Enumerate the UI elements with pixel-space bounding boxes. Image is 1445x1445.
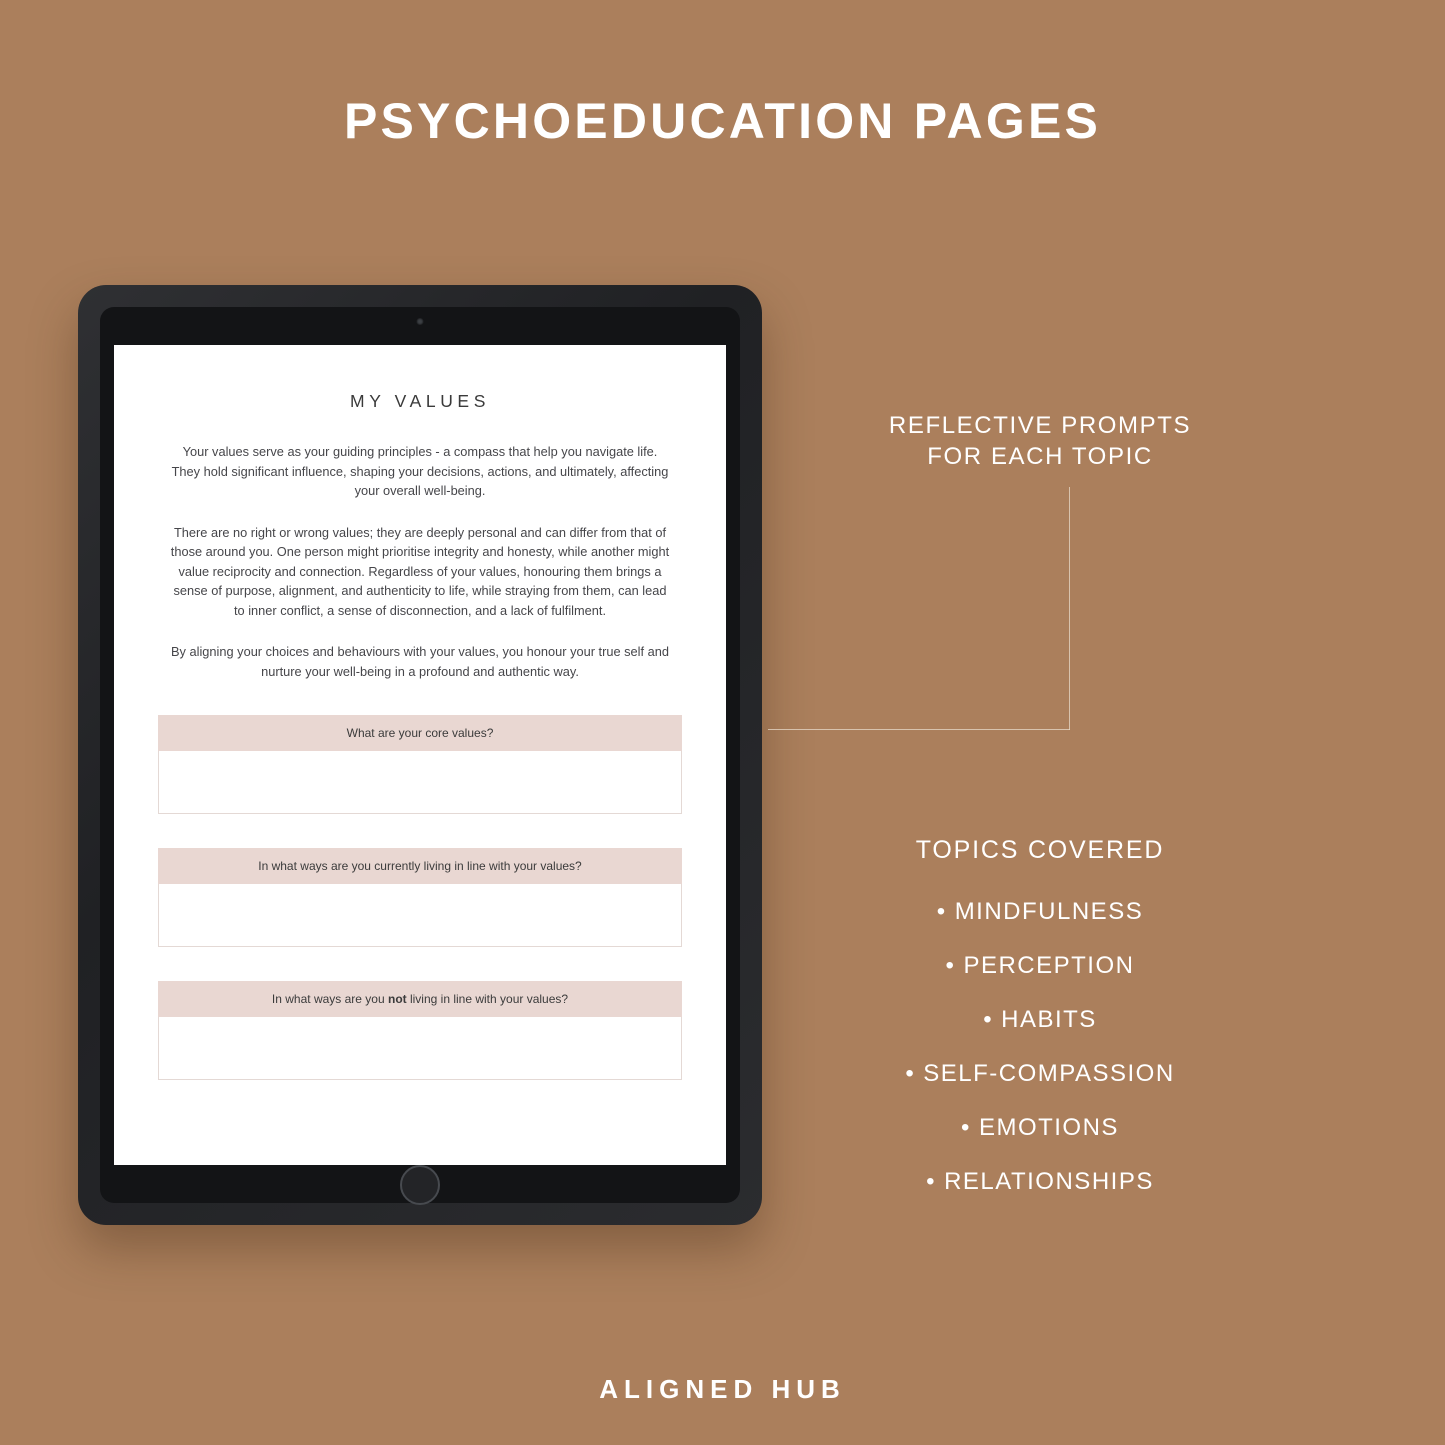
list-item [830, 898, 1250, 926]
prompt-question-pre: In what ways are you [271, 992, 388, 1006]
bullet-icon: • [926, 1168, 937, 1195]
bullet-icon: • [905, 1060, 916, 1087]
tablet-device [78, 285, 762, 1225]
list-item [830, 1114, 1250, 1142]
prompt-question-emphasis: not [387, 992, 407, 1006]
bullet-icon: • [936, 898, 947, 925]
prompt-block [158, 715, 682, 814]
bullet-icon: • [983, 1006, 994, 1033]
camera-icon [417, 318, 424, 325]
topic-label: SELF-COMPASSION [923, 1060, 1175, 1087]
bullet-icon: • [945, 952, 956, 979]
callout-line-1: REFLECTIVE PROMPTS [888, 412, 1192, 439]
list-item [830, 1060, 1250, 1088]
prompt-answer-field[interactable] [158, 751, 682, 814]
worksheet-page [114, 345, 726, 1165]
callout-line-2: FOR EACH TOPIC [927, 443, 1153, 470]
bullet-icon: • [961, 1114, 971, 1141]
list-item [830, 952, 1250, 980]
worksheet-paragraph: Your values serve as your guiding principles - a compass that help you navigate life. They hold significant influence, shaping your decisions, actions, and ultimately, affecting your overall well-being. [171, 444, 669, 498]
prompt-question-post: living in line with your values? [406, 992, 569, 1006]
tablet-screen [114, 345, 726, 1165]
prompt-question: In what ways are you currently living in line with your values? [158, 848, 682, 884]
prompt-answer-field[interactable] [158, 884, 682, 947]
topic-label: MINDFULNESS [954, 898, 1144, 925]
page-title: PSYCHOEDUCATION PAGES [343, 93, 1102, 149]
callout-label [830, 410, 1250, 472]
home-button[interactable] [400, 1165, 440, 1205]
topic-label: RELATIONSHIPS [944, 1168, 1154, 1195]
brand-footer: ALIGNED HUB [599, 1374, 846, 1404]
callout-connector-vertical [1069, 487, 1070, 730]
prompt-question: What are your core values? [158, 715, 682, 751]
list-item [830, 1006, 1250, 1034]
prompt-answer-field[interactable] [158, 1017, 682, 1080]
prompt-block [158, 981, 682, 1080]
topics-list [830, 898, 1250, 1222]
prompt-question [158, 981, 682, 1017]
topic-label: HABITS [1001, 1006, 1097, 1033]
topics-title: TOPICS COVERED [915, 836, 1165, 864]
worksheet-title: MY VALUES [350, 391, 490, 411]
worksheet-paragraph: There are no right or wrong values; they are deeply personal and can differ from that of those around you. One person might prioritise integrity and honesty, while another might value reciprocity and connection. Regardless of your values, honouring them brings a sense of purpose, alignment, and authenticity to life, while straying from them, can lead to inner conflict, a sense of disconnection, and a lack of fulfilment. [170, 524, 670, 618]
topic-label: EMOTIONS [978, 1114, 1119, 1141]
list-item [830, 1168, 1250, 1196]
worksheet-paragraph: By aligning your choices and behaviours with your values, you honour your true self and nurture your well-being in a profound and authentic way. [171, 644, 669, 679]
callout-connector-horizontal [768, 729, 1070, 730]
prompt-block [158, 848, 682, 947]
topic-label: PERCEPTION [963, 952, 1135, 979]
